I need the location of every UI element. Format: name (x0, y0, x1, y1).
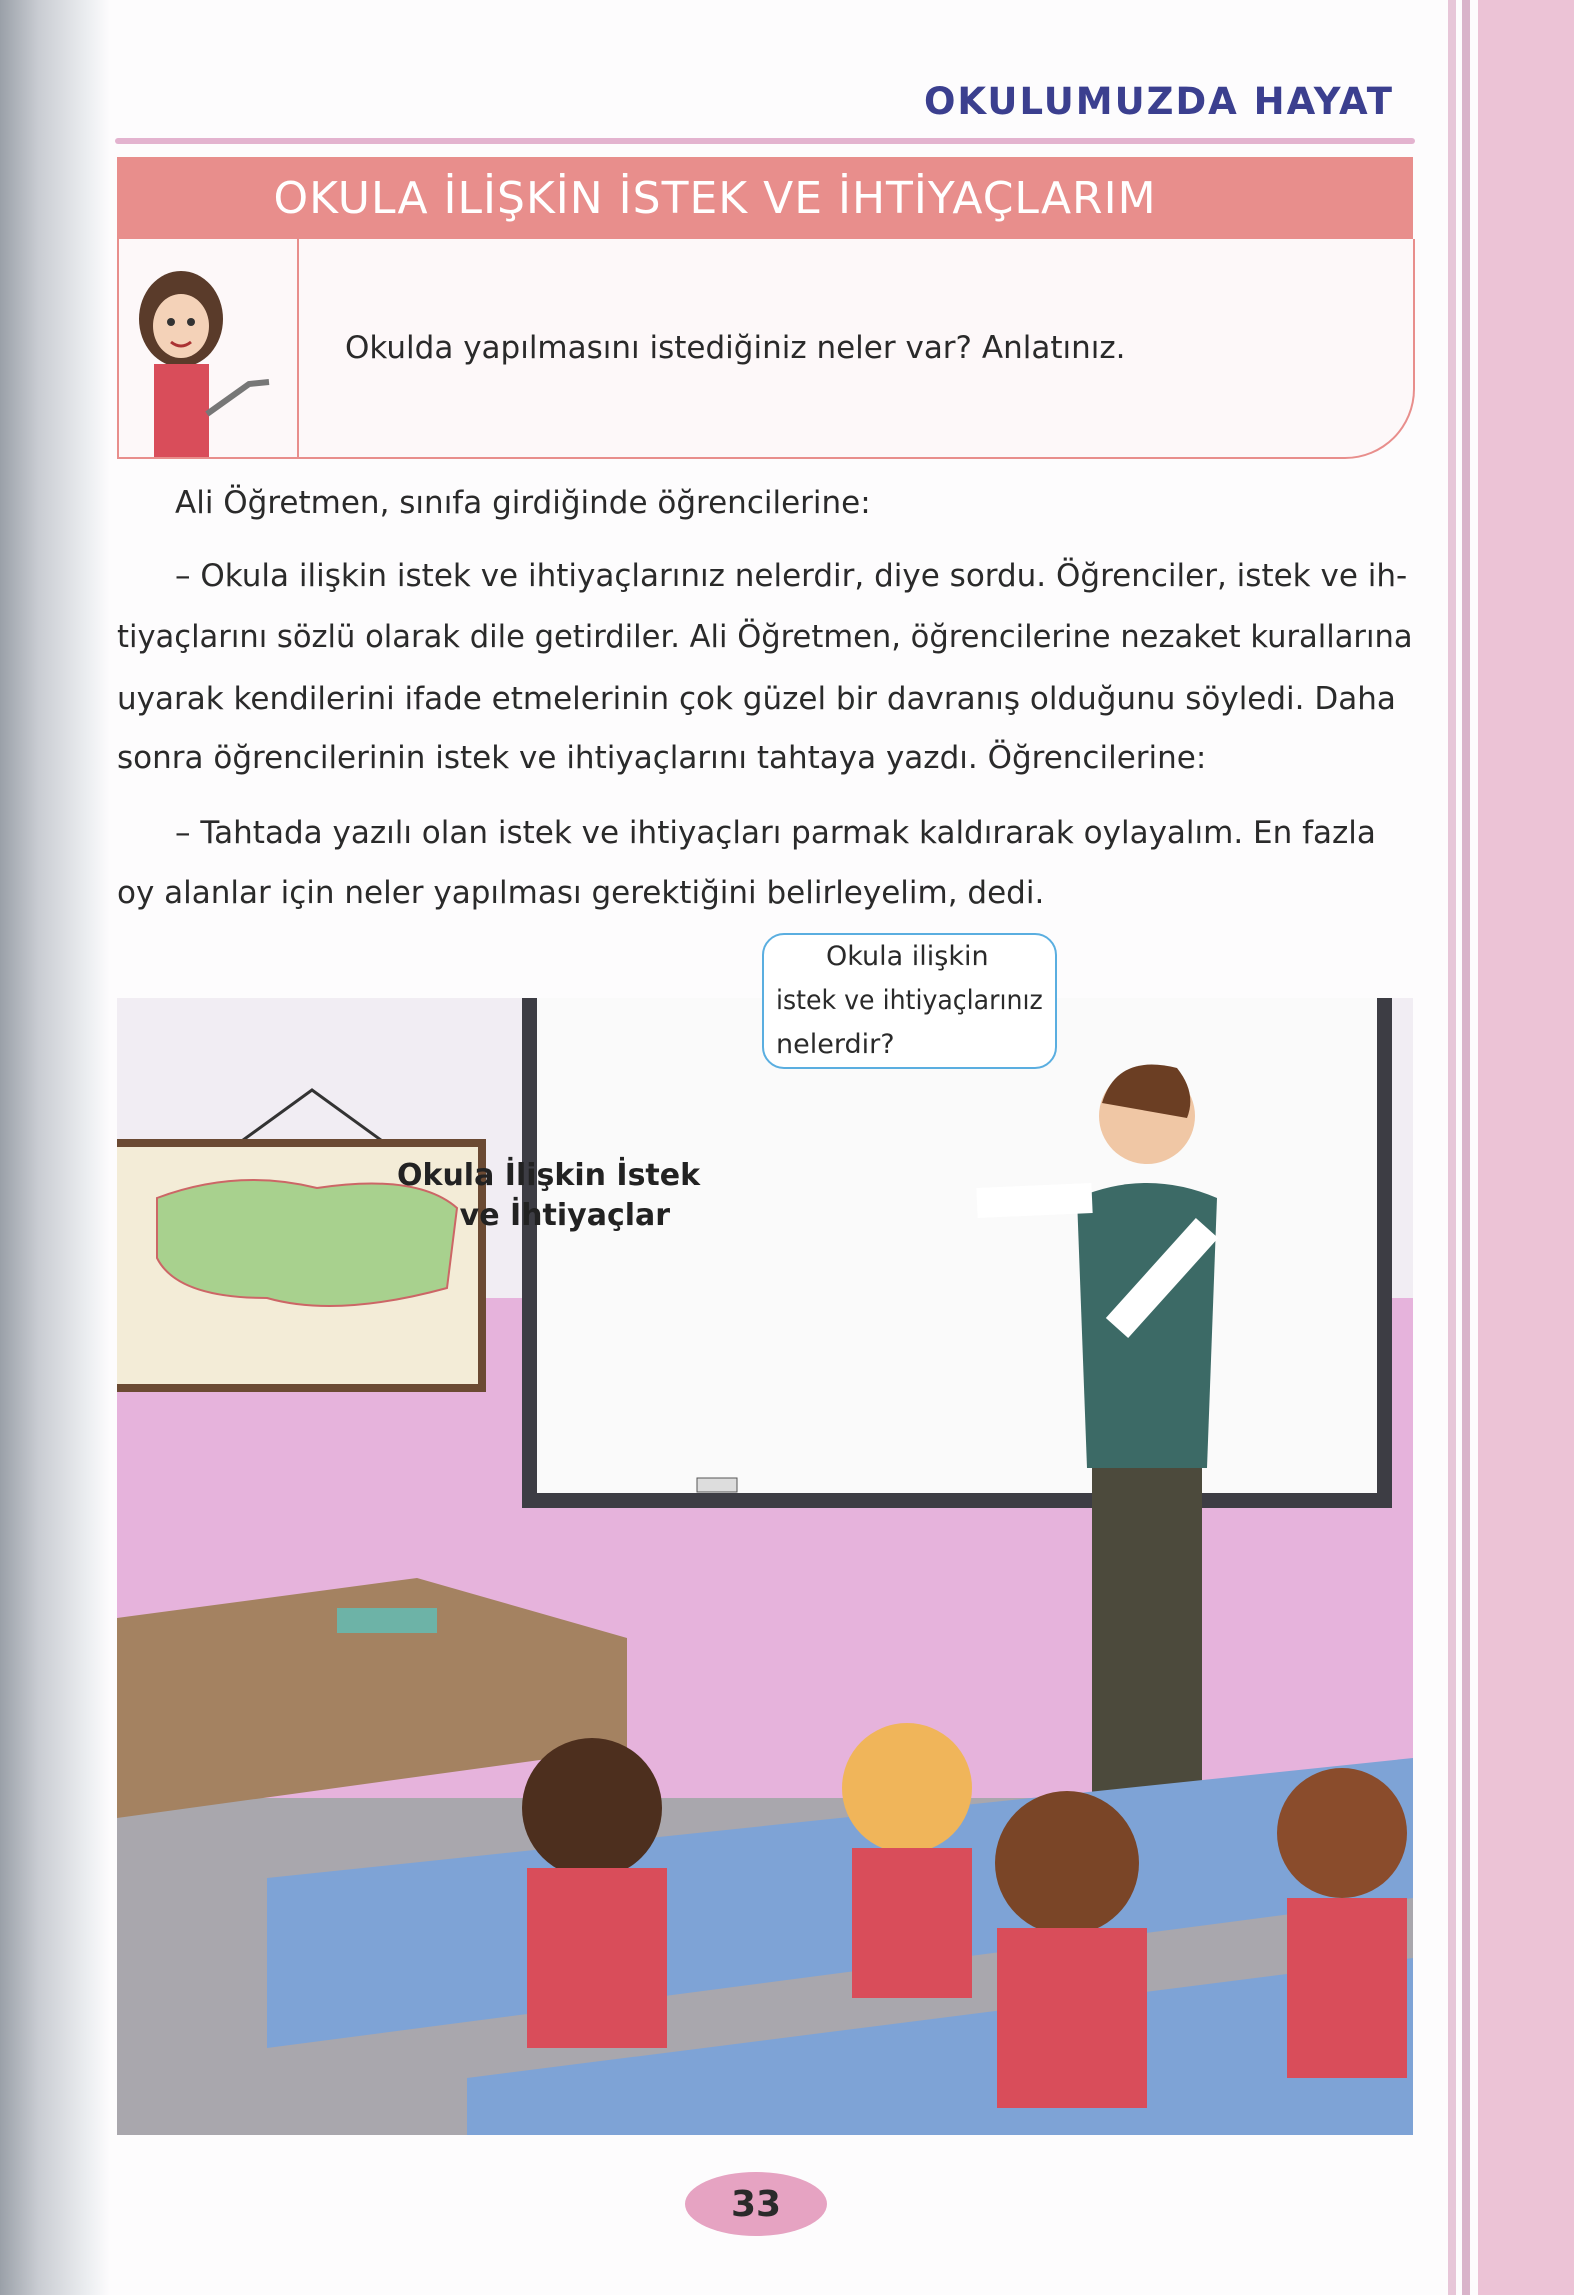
paragraph-line (117, 615, 1413, 659)
paragraph-text: tiyaçlarını sözlü olarak dile getirdiler. Ali Öğretmen, öğrencilerine nezaket kurallarına (117, 619, 1413, 655)
board-line: ve İhtiyaçlar (459, 1198, 671, 1233)
paragraph-text: Ali Öğretmen, sınıfa girdiğinde öğrencilerine: (175, 485, 871, 521)
whiteboard-text (397, 1156, 700, 1236)
book-gutter-shadow (0, 0, 110, 2295)
bubble-line (776, 979, 1043, 1023)
paragraph-text: oy alanlar için neler yapılması gerektiğini belirleyelim, dedi. (117, 875, 1045, 911)
paragraph-line (117, 871, 1413, 915)
bubble-text: nelerdir? (776, 1029, 895, 1060)
activity-question: Okulda yapılmasını istediğiniz neler var? Anlatınız. (345, 330, 1126, 366)
activity-title: OKULA İLİŞKİN İSTEK VE İHTİYAÇLARIM (273, 172, 1157, 224)
page-edge-strip (1462, 0, 1470, 2295)
bubble-text: Okula ilişkin (826, 941, 989, 972)
paragraph-line (117, 554, 1413, 598)
board-line: Okula İlişkin İstek (397, 1158, 701, 1193)
page-number: 33 (685, 2172, 827, 2236)
paragraph-text: sonra öğrencilerinin istek ve ihtiyaçlarını tahtaya yazdı. Öğrencilerine: (117, 740, 1207, 776)
page-edge-strip (1478, 0, 1574, 2295)
classroom-illustration (117, 998, 1413, 2135)
speech-bubble (762, 933, 1057, 1069)
paragraph-line (117, 736, 1413, 780)
bubble-text: istek ve ihtiyaçlarınız (776, 985, 1043, 1016)
page-edge-strip (1448, 0, 1456, 2295)
paragraph-text: – Okula ilişkin istek ve ihtiyaçlarınız nelerdir, diye sordu. Öğrenciler, istek ve ih- (175, 558, 1408, 594)
paragraph-line (117, 811, 1413, 855)
paragraph-line (117, 481, 1413, 525)
student-character-icon (119, 264, 297, 457)
paragraph-text: uyarak kendilerini ifade etmelerinin çok güzel bir davranış olduğunu söyledi. Daha (117, 681, 1396, 717)
divider (297, 239, 299, 457)
bubble-line (776, 1023, 1043, 1067)
paragraph-text: – Tahtada yazılı olan istek ve ihtiyaçları parmak kaldırarak oylayalım. En fazla (175, 815, 1376, 851)
divider (115, 138, 1415, 144)
paragraph-line (117, 677, 1413, 721)
bubble-line (776, 935, 1043, 979)
section-title: OKULUMUZDA HAYAT (923, 80, 1394, 123)
activity-title-bar (117, 157, 1413, 239)
